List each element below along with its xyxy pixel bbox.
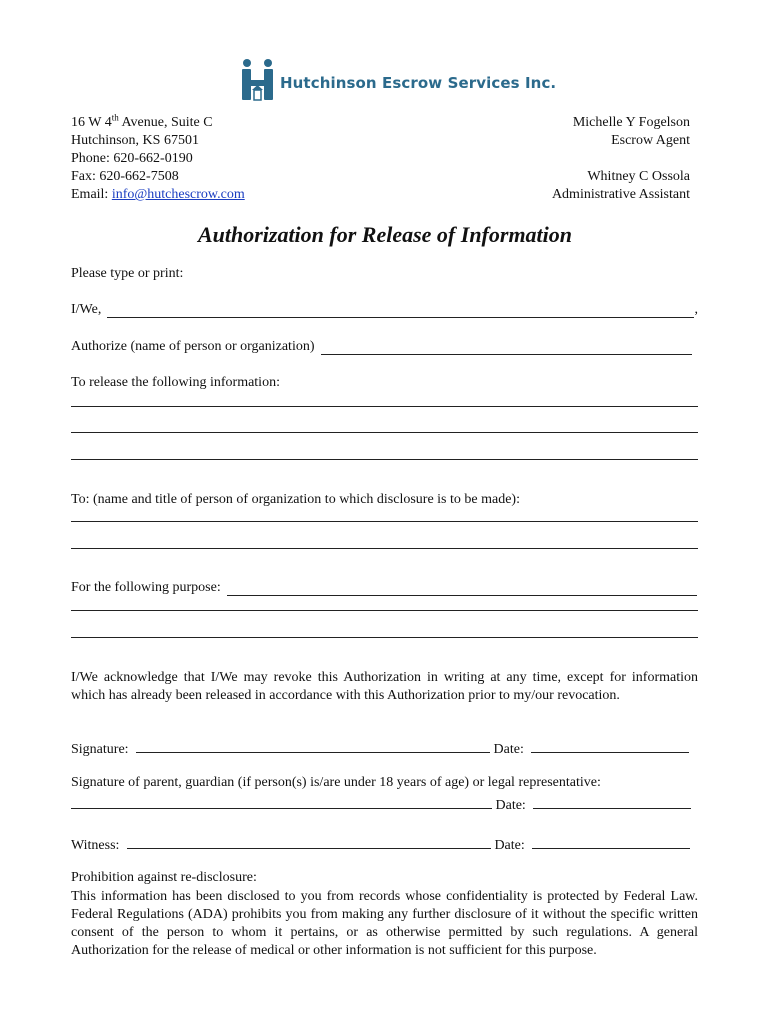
authorize-row [71, 339, 693, 355]
purpose-row [71, 580, 698, 596]
prohibition-paragraph: This information has been disclosed to you from records whose confidentiality is protected by Federal Law. Federal Regulations (ADA) prohibits you from making any further disclosure of it without the specific written consent of the person to whom it pertains, or as otherwise permitted by such regulations. A general Authorization for the release of medical or other information is not sufficient for this purpose. [71, 889, 698, 958]
authorize-name-field[interactable] [321, 341, 693, 355]
address-email: Email: info@hutchescrow.com [71, 187, 245, 202]
company-address [71, 114, 245, 204]
prohibition-heading: Prohibition against re-disclosure: [71, 870, 257, 885]
acknowledgement-paragraph: I/We acknowledge that I/We may revoke this Authorization in writing at any time, except for information which has already been released in accordance with this Authorization prior to my/our revocation. [71, 670, 698, 703]
staff-name: Michelle Y Fogelson [572, 115, 690, 130]
witness-label: Witness: [71, 838, 120, 853]
iwe-row: I/We, , [71, 302, 698, 317]
signature-label: Signature: [71, 742, 129, 757]
address-street: 16 W 4th Avenue, Suite C [71, 112, 213, 130]
recipient-line[interactable] [71, 548, 698, 549]
hutchinson-logo-icon [240, 58, 276, 102]
witness-row [71, 835, 690, 854]
parent-date-field[interactable] [533, 795, 691, 809]
authorize-label: Authorize (name of person or organization) [71, 339, 315, 354]
purpose-field[interactable] [227, 582, 697, 596]
company-logo [240, 58, 556, 102]
signature-row [71, 739, 689, 758]
signature-field[interactable] [136, 739, 490, 753]
instruction-text: Please type or print: [71, 266, 184, 281]
staff-role: Escrow Agent [611, 133, 690, 148]
witness-date-field[interactable] [532, 835, 690, 849]
staff-role: Administrative Assistant [551, 187, 690, 202]
purpose-line[interactable] [71, 610, 698, 611]
purpose-line[interactable] [71, 637, 698, 638]
release-info-line[interactable] [71, 459, 698, 460]
recipient-line[interactable] [71, 521, 698, 522]
document-title: Authorization for Release of Information [197, 222, 573, 247]
date-label: Date: [493, 742, 524, 757]
staff-contacts [552, 114, 690, 204]
parent-signature-row [71, 795, 691, 814]
address-phone: Phone: 620-662-0190 [71, 151, 193, 166]
address-fax: Fax: 620-662-7508 [71, 169, 179, 184]
parent-signature-label: Signature of parent, guardian (if person(s) is/are under 18 years of age) or legal representative: [71, 775, 601, 790]
company-name: Hutchinson Escrow Services Inc. [280, 74, 557, 92]
signature-date-field[interactable] [531, 739, 689, 753]
witness-field[interactable] [127, 835, 491, 849]
iwe-name-field[interactable] [107, 304, 693, 318]
email-link[interactable]: info@hutchescrow.com [111, 187, 245, 202]
staff-name: Whitney C Ossola [587, 169, 690, 184]
release-info-line[interactable] [71, 406, 698, 407]
release-info-line[interactable] [71, 432, 698, 433]
address-city: Hutchinson, KS 67501 [71, 133, 199, 148]
parent-signature-field[interactable] [71, 795, 492, 809]
purpose-label: For the following purpose: [71, 580, 221, 595]
to-label: To: (name and title of person of organization to which disclosure is to be made): [71, 492, 520, 507]
date-label: Date: [495, 798, 526, 813]
iwe-label: I/We, [71, 302, 102, 317]
release-label: To release the following information: [71, 375, 280, 390]
date-label: Date: [494, 838, 525, 853]
